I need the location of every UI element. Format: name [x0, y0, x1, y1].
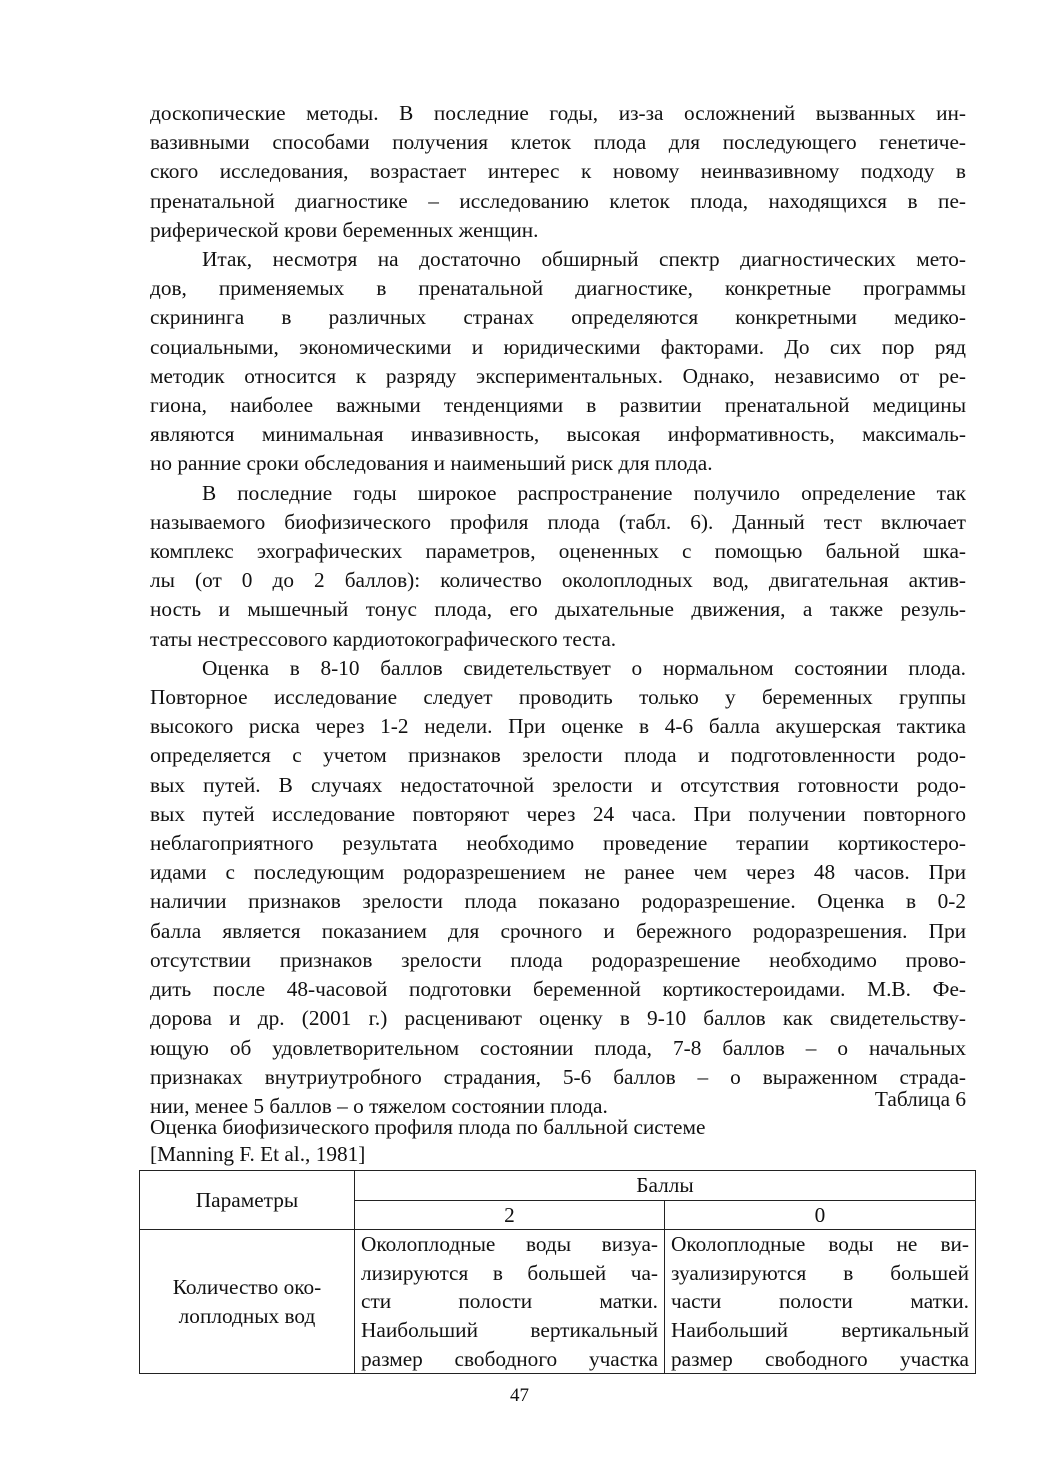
biophysical-profile-table: [139, 1170, 976, 1374]
text-line: гиона, наиболее важными тенденциями в развитии пренатальной медицины: [150, 393, 966, 418]
text-line: доскопические методы. В последние годы, из-за осложнений вызванных ин-: [150, 101, 966, 125]
header-score-2: 2: [355, 1200, 665, 1230]
text-line: комплекс эхографических параметров, оцененных с помощью бальной шка-: [150, 539, 966, 564]
row-score-2-cell: [355, 1230, 665, 1374]
text-line: называемого биофизического профиля плода (табл. 6). Данный тест включает: [150, 509, 966, 534]
text-line: лы (от 0 до 2 баллов): количество околоплодных вод, двигательная актив-: [150, 568, 966, 593]
text-line: неблагоприятного результата необходимо проведение терапии кортикостеро-: [150, 831, 966, 856]
header-scores: Баллы: [355, 1171, 976, 1201]
text-line: скрининга в различных странах определяются конкретными медико-: [150, 305, 966, 330]
table-row: [140, 1230, 976, 1374]
text-line: наличии признаков зрелости плода показано родоразрешение. Оценка в 0-2: [150, 889, 966, 914]
table-label: Таблица 6: [874, 1087, 966, 1111]
text-line: идами с последующим родоразрешением не ранее чем через 48 часов. При: [150, 860, 966, 885]
row-parameter-line: лоплодных вод: [178, 1303, 316, 1328]
text-line: балла является показанием для срочного и бережного родоразрешения. При: [150, 918, 966, 943]
text-line: Оценка в 8-10 баллов свидетельствует о нормальном состоянии плода.: [202, 655, 966, 680]
header-score-0: 0: [665, 1200, 976, 1230]
text-line: нии, менее 5 баллов – о тяжелом состоянии плода.: [150, 1093, 608, 1118]
text-line: но ранние сроки обследования и наименьший риск для плода.: [150, 451, 713, 476]
cell-line: Наибольший вертикальный: [361, 1317, 658, 1342]
cell-line: Околоплодные воды не ви-: [671, 1232, 969, 1257]
text-line: социальными, экономическими и юридическими факторами. До сих пор ряд: [150, 334, 966, 359]
text-line: вых путей. В случаях недостаточной зрелости и отсутствия готовности родо-: [150, 772, 966, 797]
text-line: высокого риска через 1-2 недели. При оценке в 4-6 балла акушерская тактика: [150, 714, 966, 739]
text-line: вазивными способами получения клеток плода для последующего генетиче-: [150, 130, 966, 155]
text-line: являются минимальная инвазивность, высокая информативность, максималь-: [150, 422, 966, 447]
text-line: пренатальной диагностике – исследованию клеток плода, находящихся в пе-: [150, 188, 966, 213]
paragraph: [150, 654, 966, 1121]
paragraph: [150, 99, 966, 245]
text-line: В последние годы широкое распространение получило определение так: [202, 480, 966, 505]
text-line: Итак, несмотря на достаточно обширный спектр диагностических мето-: [202, 247, 966, 272]
row-parameter-cell: [140, 1230, 355, 1374]
body-text: [150, 99, 966, 1121]
table-header-row: [140, 1171, 976, 1201]
cell-line: размер свободного участка: [361, 1346, 658, 1371]
text-line: определяется с учетом признаков зрелости плода и подготовленности родо-: [150, 743, 966, 768]
header-parameters: Параметры: [140, 1171, 355, 1230]
text-line: ность и мышечный тонус плода, его дыхательные движения, а также резуль-: [150, 597, 966, 622]
text-line: дорова и др. (2001 г.) расценивают оценку в 9-10 баллов как свидетельству-: [150, 1006, 966, 1031]
text-line: методик относится к разряду экспериментальных. Однако, независимо от ре-: [150, 363, 966, 388]
text-line: ющую об удовлетворительном состоянии плода, 7-8 баллов – о начальных: [150, 1035, 966, 1060]
text-line: Повторное исследование следует проводить только у беременных группы: [150, 685, 966, 710]
text-line: дить после 48-часовой подготовки беременной кортикостероидами. М.В. Фе-: [150, 977, 966, 1002]
table-caption-line: Оценка биофизического профиля плода по балльной системе: [150, 1115, 706, 1139]
cell-line: зуализируются в большей: [671, 1260, 969, 1285]
text-line: признаках внутриутробного страдания, 5-6 баллов – о выраженном страда-: [150, 1064, 966, 1089]
text-line: таты нестрессового кардиотокографического теста.: [150, 626, 617, 651]
text-line: отсутствии признаков зрелости плода родоразрешение необходимо прово-: [150, 947, 966, 972]
paragraph: [150, 479, 966, 654]
cell-line: Околоплодные воды визуа-: [361, 1232, 658, 1257]
text-line: вых путей исследование повторяют через 24 часа. При получении повторного: [150, 801, 966, 826]
text-line: риферической крови беременных женщин.: [150, 217, 539, 242]
table-caption: [150, 1114, 966, 1168]
text-line: ского исследования, возрастает интерес к новому неинвазивному подходу в: [150, 159, 966, 184]
cell-line: части полости матки.: [671, 1289, 969, 1314]
cell-line: лизируются в большей ча-: [361, 1260, 658, 1285]
cell-line: размер свободного участка: [671, 1346, 969, 1371]
cell-line: Наибольший вертикальный: [671, 1317, 969, 1342]
table-caption-source: [Manning F. Et al., 1981]: [150, 1142, 366, 1166]
row-parameter-line: Количество око-: [172, 1275, 322, 1300]
cell-line: сти полости матки.: [361, 1289, 658, 1314]
page-number: 47: [510, 1385, 529, 1406]
row-score-0-cell: [665, 1230, 976, 1374]
paragraph: [150, 245, 966, 479]
text-line: дов, применяемых в пренатальной диагностике, конкретные программы: [150, 276, 966, 301]
